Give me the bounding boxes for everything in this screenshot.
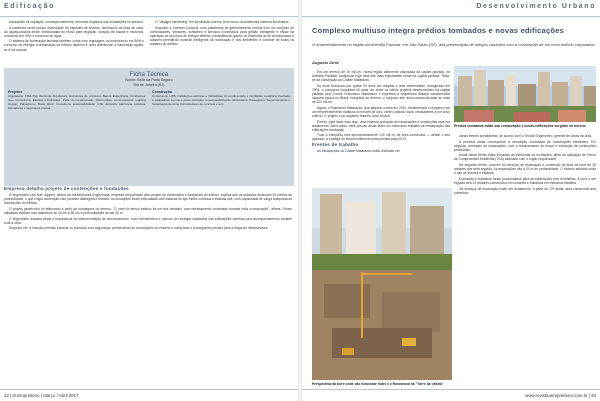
right-col2-paragraph: A primeira delas corresponde à demolição controlada de construções existentes. Em seguida, começam as escavações, com o rebaixamento do lençol e execução de contenções provisórias.	[454, 139, 596, 152]
bottom-photo-caption: Perspectiva da torre onde vão funcionar hotel e o Rosewood na "Torre da Vitória"	[312, 382, 444, 386]
left-col1-paragraph: O sistema de iluminação fachada também conta com regulagem, economizando em 50% o consumo de energia. A automação do edifício também é outro diferencial: a iluminação ajusta-se à luz natural.	[4, 39, 144, 52]
left-section2	[4, 186, 292, 232]
right-col2	[454, 134, 596, 196]
left-col1	[4, 20, 144, 53]
skyline-photo	[454, 66, 596, 122]
construction-label: Construção	[152, 90, 172, 94]
right-col1-paragraph: Agora, o Rosewood Matarazzo, que adquiriu a área em 2011, transformará o complexo em um empreendimento multiuso com hotel de luxo, centro cultural, lojas, restaurantes e um novo edifício. O projeto é do arquiteto francês Jean Nouvel.	[312, 105, 450, 118]
right-col2-paragraph: Estruturas e trabalhos foram posicionados para as contenções com trincheiras. A torre a ser erguida terá 23 andares construídos em concreto e trabalhos em estrutura metálica.	[454, 176, 596, 185]
article-lead: O empreendimento no região da Avenida Paulista, em São Paulo (SP), alia preservação de antigos casarões com a construção de um novo edifício corporativo	[312, 42, 595, 47]
technical-sheet-subtitle-line2: Rio de Janeiro (RJ)	[133, 82, 165, 87]
left-col2-paragraph: O "daylight harvesting" em iluminação interna, bem como os ambientes internos iluminados.	[155, 20, 290, 24]
construction-photo-graphic	[312, 188, 452, 380]
section2-paragraph: Segundo ele, a solução permitiu escavar os subsolos com segurança, preservando as construções do entorno e cumprindo o cronograma previsto para a etapa de infraestrutura.	[9, 226, 269, 231]
technical-sheet-subtitle	[8, 78, 290, 87]
section-header-right: Desenvolvimento Urbano	[476, 3, 596, 10]
right-col1-paragraph: No local funcionou por quase 90 anos um hospital e uma maternidade. Inaugurado em 1904, o complexo hospitalar foi mais um entre os vários projetos desenvolvidos na capital paulista pelo Conde Francesco Matarazzo e expressa a arquitetura italiana característica daquela época no Brasil. Integrado ao terreno, o conjunto tem área construída total de mais de 100 mil m².	[312, 83, 450, 105]
section2-title: Empresa detalha projeto de contenções e fundações	[4, 186, 129, 191]
article-title: Complexo multiuso integra prédios tombados e novas edificações	[312, 26, 565, 35]
left-col2-paragraph: Segundo a Johnson Controls, uma plataforma de gerenciamento predial com um conjunto de controladores, sensores, softwares e serviços conectados para gestão inteligente e eficaz da operação de recursos de energia elétrica, possibilitando ganho de eficiência ao ar condicionado e também permitindo controle inteligente da iluminação e dos ambientes e controle de todos os andares do edifício.	[150, 25, 294, 46]
left-page-header	[0, 0, 298, 17]
section2-paragraph: O engenheiro destaca ainda a importância da instrumentação de monitoramento, com inclinômetros e marcos de recalque instalados nas edificações vizinhas para acompanhamento durante toda a obra.	[4, 216, 292, 225]
article-author: Augusto Diniz	[312, 60, 339, 65]
projects-text: Arquitetura: KMA Ruy Rezende Arquitetura; Estruturas de concreto: Benoit Engenharia; Fundações: Geo Consultoria; Elétrica e hidráulica: PHG; Ar-condicionado: Thermoplan; Luminotécnica: Lighting Design; Paisagismo: Burle Marx; Consultoria sustentabilidade: CTE; Acústica: Harmonia Acústica; Elevadores e segurança predial.	[8, 94, 146, 110]
left-col1-paragraph: A cobertura verde possui diversidade de espécies de árvores, diminuindo as ilhas de calor. As águas pluviais foram direcionadas ao reúso para irrigação, lavação de bacias e mictórios, reduzindo em 40% o consumo de água.	[4, 25, 144, 38]
section2-paragraph: O engenheiro civil Ivan Joppert, diretor da Infraestrutura Engenharia, empresa responsável pelo projeto de contenções e fundações do edifício, explica que os subsolos alcançam 15 metros de profundidade, o que exigiu contenção com paredes diafragma e tirantes. As fundações foram executadas com estacas do tipo hélice contínua e estacas raiz, com capacidade de carga adequada às solicitações do edifício.	[4, 193, 292, 206]
right-page	[302, 0, 600, 401]
right-col2-paragraph: No segundo frente, ocorrem os serviços de escavação e contenção da área da torre de 30 andares que será erguida. As escavações vão a 20 m de profundidade. O modelo adotado inclui o uso de tirantes e estacas.	[454, 163, 596, 176]
left-col2	[150, 20, 294, 48]
technical-sheet-title: Ficha Técnica	[129, 71, 169, 78]
right-col1-paragraph: Em um terreno de 30 mil m², numa região altamente valorizada da capital paulista, na Avenida Paulista, localiza-se hoje uma das mais importantes obras na capital paulista. Trata-se da construção da Cidade Matarazzo.	[312, 70, 450, 83]
right-col2-paragraph: Ainda nesta frente estão incluídas as estruturas de fundações, além da aplicação de Termo de Compromisso Ambiental (TCA) assinado com o órgão responsável.	[454, 153, 596, 162]
footer-left-text: 32 | O Empreiteiro | Março / Abril 2017	[4, 393, 79, 398]
subsection-text: As escavações na Cidade Matarazzo estão divididas em	[317, 149, 400, 154]
right-col2-paragraph: Os serviços de escavação estão em andamento. A partir de 22ª andar, será construída uma cobertura.	[454, 186, 596, 195]
technical-sheet-box	[4, 68, 294, 186]
section-header-left: Edificação	[4, 3, 56, 10]
right-col1	[312, 70, 450, 155]
left-page-footer	[0, 389, 298, 401]
right-col1-paragraph: Porém, para fazer tudo isso, uma extensa operação de escavações e contenções está em andamento. Além disso, será preciso ainda fazer um minucioso trabalho de restauração das edificações tombadas.	[312, 119, 450, 132]
section2-paragraph: O projeto geotécnico foi elaborado a partir de sondagens no terreno. "O nível do lençol freático foi um dos desafios, com rebaixamento controlado durante toda a escavação", afirma. Foram utilizadas estacas com diâmetros de 40 cm a 80 cm e profundidades de até 30 m.	[4, 206, 292, 215]
projects-label: Projetos	[8, 90, 23, 94]
construction-photo	[312, 188, 452, 380]
top-photo-caption: Prédios tombados estão sob restauração e novas edificações surgirão no terreno	[454, 124, 586, 128]
left-page	[0, 0, 298, 401]
construction-text: Construtora: HTB; Instalações elétricas e hidráulicas; Ar-condicionado e ventilação mecânica; Fachada e esquadrias; Forros e pisos elevados; Impermeabilização; Elevadores; Paisagismo; Gerenciamento e fiscalização de obra; Fornecedores de concreto e aço.	[152, 94, 290, 106]
skyline-photo-graphic	[454, 66, 596, 122]
footer-right-text: www.revistaoempreiteiro.com.br | 33	[525, 393, 596, 398]
subsection-title: Frentes de trabalho	[312, 142, 359, 147]
technical-sheet-subtitle-line1: Nome: Sede da Porto Seguro	[125, 78, 173, 82]
right-page-footer	[302, 389, 600, 401]
right-col2-paragraph: várias frentes simultâneas, de acordo com o Teodor Engenheiro, gerente de obras da obra.	[459, 134, 593, 138]
technical-sheet-projects	[8, 90, 146, 111]
left-col1-paragraph: tubulações de captação, consequentemente, menores impactos nas instalações no entorno.	[9, 20, 144, 24]
right-col1-paragraph: Tudo o complexo terá aproximadamente 140 mil m² de área construída — desde o seu passado, a entrega do empreendimento está prevista para 2019.	[312, 133, 450, 142]
right-page-header	[302, 0, 600, 17]
technical-sheet-construction	[152, 90, 290, 111]
